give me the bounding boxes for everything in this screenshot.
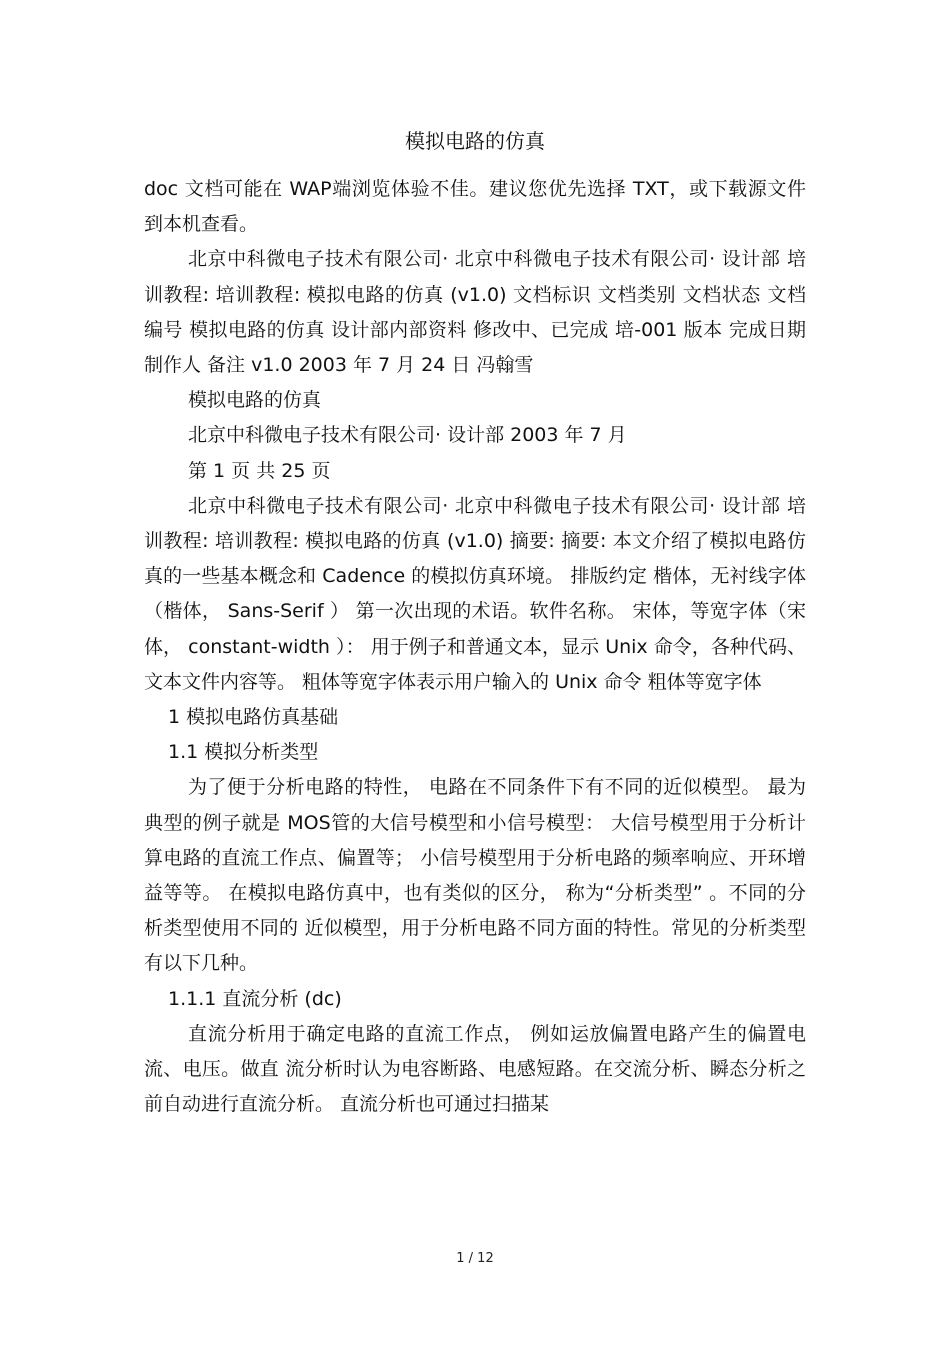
paragraph-document-info: 北京中科微电子技术有限公司· 北京中科微电子技术有限公司· 设计部 培训教程: 培训教程: 模拟电路的仿真 (v1.0) 文档标识 文档类别 文档状态 文档编号 模拟电路的仿真 设计部内部资料 修改中、已完成 培-001 版本 完成日期 制作人 备注 v1.0 2003 年 7 月 24 日 冯翰雪 — [144, 248, 806, 377]
section-heading-1-1: 1.1 模拟分析类型 — [168, 741, 319, 764]
section-heading-1-1-1: 1.1.1 直流分析 (dc) — [168, 987, 342, 1010]
document-body — [144, 172, 806, 1122]
page-number: 1 / 12 — [456, 1251, 494, 1266]
paragraph-page-count: 第 1 页 共 25 页 — [188, 459, 331, 482]
paragraph-abstract: 北京中科微电子技术有限公司· 北京中科微电子技术有限公司· 设计部 培训教程: 培训教程: 模拟电路的仿真 (v1.0) 摘要: 摘要: 本文介绍了模拟电路仿真的一些基本概念和 Cadence 的模拟仿真环境。 排版约定 楷体，无衬线字体（楷体， Sans-Serif ） 第一次出现的术语。软件名称。 宋体，等宽字体（宋体， constant-width ）： 用于例子和普通文本，显示 Unix 命令，各种代码、文本文件内容等。 粗体等宽字体表示用户输入的 Unix 命令 粗体等宽字体 — [144, 494, 806, 693]
section-heading-1: 1 模拟电路仿真基础 — [168, 706, 339, 729]
paragraph-doc-title: 模拟电路的仿真 — [188, 389, 322, 412]
page-title: 模拟电路的仿真 — [405, 129, 545, 153]
paragraph-dc-analysis: 直流分析用于确定电路的直流工作点， 例如运放偏置电路产生的偏置电流、电压。做直 流分析时认为电容断路、电感短路。在交流分析、瞬态分析之前自动进行直流分析。 直流分析也可通过扫描某 — [144, 1022, 806, 1116]
paragraph-wap-notice: doc 文档可能在 WAP端浏览体验不佳。建议您优先选择 TXT，或下载源文件到本机查看。 — [144, 178, 806, 236]
paragraph-company-date: 北京中科微电子技术有限公司· 设计部 2003 年 7 月 — [188, 424, 627, 447]
paragraph-analysis-types: 为了便于分析电路的特性， 电路在不同条件下有不同的近似模型。 最为典型的例子就是 MOS管的大信号模型和小信号模型： 大信号模型用于分析计算电路的直流工作点、偏置等； 小信号模型用于分析电路的频率响应、开环增益等等。 在模拟电路仿真中，也有类似的区分， 称为“分析类型” 。不同的分析类型使用不同的 近似模型，用于分析电路不同方面的特性。常见的分析类型有以下几种。 — [144, 776, 806, 975]
